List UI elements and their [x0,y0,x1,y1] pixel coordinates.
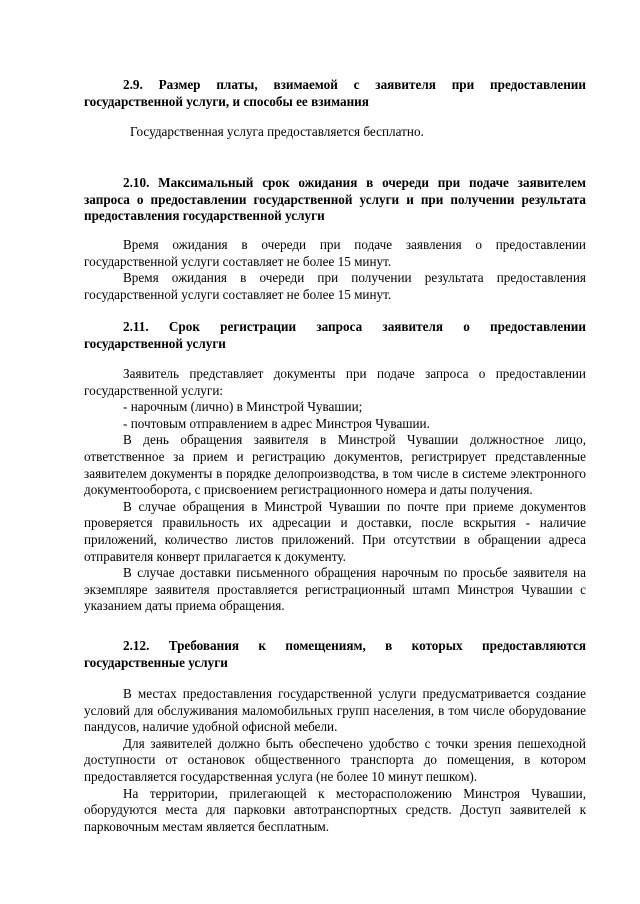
section-2-12-body [84,686,586,835]
section-2-11-body [84,366,586,615]
paragraph: В местах предоставления государственной услуги предусматривается создание условий для обслуживания маломобильных групп населения, в том числе оборудование пандусов, наличие удобной офисной мебели. [84,686,586,735]
list-item: - почтовым отправлением в адрес Минстроя Чувашии. [123,415,430,431]
section-2-12 [84,638,586,671]
list-item: - нарочным (лично) в Минстрой Чувашии; [123,399,363,415]
section-2-10 [84,175,586,225]
paragraph: В день обращения заявителя в Минстрой Чувашии должностное лицо, ответственное за прием и регистрацию документов, регистрирует представленные заявителем документы в порядке делопроизводства, в том числе в системе электронного документооборота, с присвоением регистрационного номера и даты получения. [84,432,586,498]
section-heading: 2.9. Размер платы, взимаемой с заявителя при предоставлении государственной услуги, и способы ее взимания [84,77,586,109]
paragraph: Время ожидания в очереди при получении результата предоставления государственной услуги составляет не более 15 минут. [84,270,586,302]
paragraph: Время ожидания в очереди при подаче заявления о предоставлении государственной услуги составляет не более 15 минут. [84,237,586,269]
paragraph: Для заявителей должно быть обеспечено удобство с точки зрения пешеходной доступности от остановок общественного транспорта до помещения, в котором предоставляется государственная услуга (не более 10 минут пешком). [84,735,586,784]
section-2-10-body [84,237,586,303]
section-2-11 [84,319,586,352]
paragraph: На территории, прилегающей к месторасположению Минстроя Чувашии, оборудуются места для парковки автотранспортных средств. Доступ заявителей к парковочным местам является бесплатным. [84,785,586,834]
section-heading: 2.10. Максимальный срок ожидания в очереди при подаче заявителем запроса о предоставлении государственной услуги и при получении результата предоставления государственной услуги [84,175,586,224]
paragraph: Заявитель представляет документы при подаче запроса о предоставлении государственной услуги: [84,366,586,398]
section-heading: 2.12. Требования к помещениям, в которых предоставляются государственные услуги [84,638,586,670]
section-heading: 2.11. Срок регистрации запроса заявителя о предоставлении государственной услуги [84,319,586,351]
paragraph: В случае обращения в Минстрой Чувашии по почте при приеме документов проверяется правильность их адресации и доставки, после вскрытия - наличие приложений, количество листов приложений. При отсутствии в обращении адреса отправителя конверт прилагается к документу. [84,498,586,564]
section-2-9-body [84,124,586,141]
section-2-9 [84,77,586,110]
paragraph: Государственная услуга предоставляется бесплатно. [130,124,424,139]
paragraph: В случае доставки письменного обращения нарочным по просьбе заявителя на экземпляре заявителя проставляется регистрационный штамп Минстроя Чувашии с указанием даты приема обращения. [84,565,586,614]
